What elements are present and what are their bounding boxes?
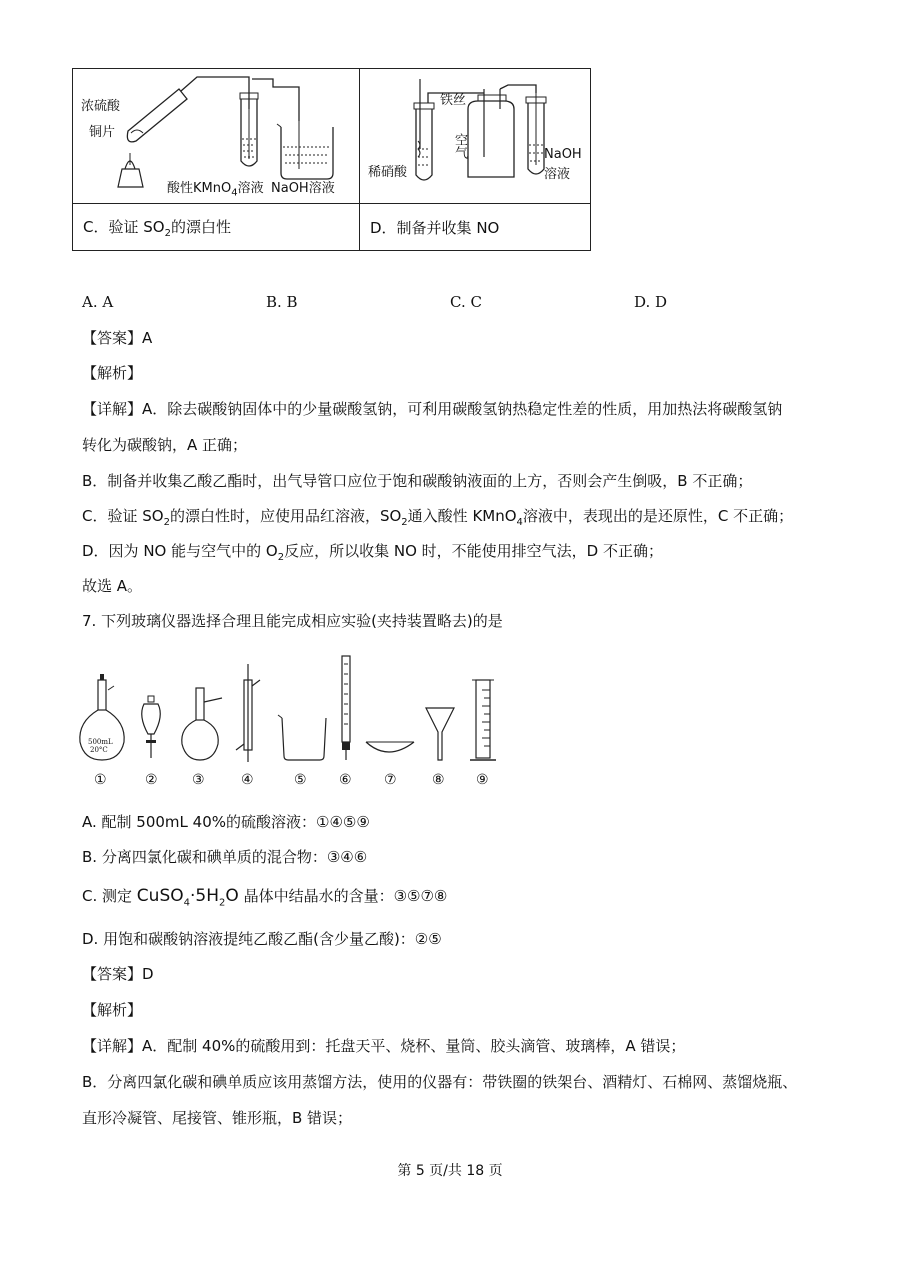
page-footer: 第 5 页/共 18 页: [397, 1163, 503, 1179]
instrument-number-7: ⑦: [384, 772, 397, 788]
instrument-number-8: ⑧: [432, 772, 445, 788]
label-naoh-d1: NaOH: [544, 147, 582, 162]
beaker-icon: [278, 715, 326, 760]
q6-option-c: C. C: [450, 293, 482, 311]
instrument-number-1: ①: [94, 772, 107, 788]
flask-label-temp: 20°C: [90, 746, 108, 754]
label-conc-acid: 浓硫酸: [81, 99, 121, 114]
distillation-flask-icon: [182, 688, 222, 760]
q7-option-d: D. 用饱和碳酸钠溶液提纯乙酸乙酯(含少量乙酸)：②⑤: [82, 930, 442, 948]
q6-detail-b: B．制备并收集乙酸乙酯时，出气导管口应位于饱和碳酸钠液面的上方，否则会产生倒吸，B 不正确；: [82, 472, 753, 490]
label-iron-wire: 铁丝: [440, 93, 467, 108]
q7-option-b: B. 分离四氯化碳和碘单质的混合物：③④⑥: [82, 848, 368, 866]
no-apparatus-diagram: [360, 69, 590, 203]
instrument-number-6: ⑥: [339, 772, 352, 788]
condenser-icon: [236, 664, 260, 762]
q6-detail-c: C．验证 $SO_2$的漂白性时，应使用品红溶液，$SO_2$通入酸性 KMnO$_4$溶液中，表现出的是还原性，C 不正确；: [82, 507, 794, 528]
evaporating-dish-icon: [366, 742, 414, 752]
q7-analysis-heading: 【解析】: [82, 1001, 143, 1019]
cell-c-diagram: [73, 69, 360, 204]
label-dil-nitric: 稀硝酸: [368, 165, 408, 180]
separatory-funnel-icon: [142, 696, 161, 758]
flask-label-volume: 500mL: [88, 738, 113, 746]
q6-option-a: A. A: [82, 293, 114, 311]
q7-option-c: C. 测定 $CuSO_4\cdot 5H_2O$ 晶体中结晶水的含量：③⑤⑦⑧: [82, 886, 448, 909]
q6-conclusion: 故选 A。: [82, 577, 143, 595]
instrument-number-9: ⑨: [476, 772, 489, 788]
label-air: 空气: [452, 133, 467, 159]
q7-detail-a: 【详解】A．配制 40%的硫酸用到：托盘天平、烧杯、量筒、胶头滴管、玻璃棒，A 错误；: [82, 1037, 686, 1055]
instrument-number-3: ③: [192, 772, 205, 788]
instrument-number-4: ④: [241, 772, 254, 788]
q7-option-a: A. 配制 500mL 40%的硫酸溶液：①④⑤⑨: [82, 813, 370, 831]
label-copper: 铜片: [89, 125, 116, 140]
q6-option-d: D. D: [634, 293, 668, 311]
burette-icon: [342, 656, 350, 760]
q7-stem: 7. 下列玻璃仪器选择合理且能完成相应实验(夹持装置略去)的是: [82, 612, 503, 630]
q6-analysis-heading: 【解析】: [82, 364, 143, 382]
q6-option-b: B. B: [266, 293, 298, 311]
q7-answer: 【答案】D: [82, 965, 154, 983]
q6-detail-a2: 转化为碳酸钠，A 正确；: [82, 436, 248, 454]
q6-answer: 【答案】A: [82, 329, 153, 347]
caption-c: C．验证 $SO_2$的漂白性: [73, 204, 360, 251]
cell-d-diagram: [360, 69, 591, 204]
label-kmno4: 酸性KMnO$_4$溶液: [167, 181, 264, 199]
label-naoh-d2: 溶液: [544, 167, 571, 182]
glassware-diagram: [76, 650, 506, 770]
measuring-cylinder-icon: [470, 680, 496, 760]
instrument-number-2: ②: [145, 772, 158, 788]
caption-d: D．制备并收集 NO: [360, 204, 591, 251]
experiment-table: [72, 68, 591, 251]
q6-detail-a1: 【详解】A．除去碳酸钠固体中的少量碳酸氢钠，可利用碳酸氢钠热稳定性差的性质，用加热法将碳酸氢钠: [82, 400, 783, 418]
q7-detail-b1: B．分离四氯化碳和碘单质应该用蒸馏方法，使用的仪器有：带铁圈的铁架台、酒精灯、石棉网、蒸馏烧瓶、: [82, 1073, 798, 1091]
instrument-number-5: ⑤: [294, 772, 307, 788]
funnel-icon: [426, 708, 454, 760]
q7-detail-b2: 直形冷凝管、尾接管、锥形瓶，B 错误；: [82, 1109, 353, 1127]
label-naoh-c: NaOH溶液: [271, 181, 335, 196]
q6-detail-d: D．因为 NO 能与空气中的 $O_2$反应，所以收集 NO 时，不能使用排空气法，D 不正确；: [82, 542, 663, 563]
